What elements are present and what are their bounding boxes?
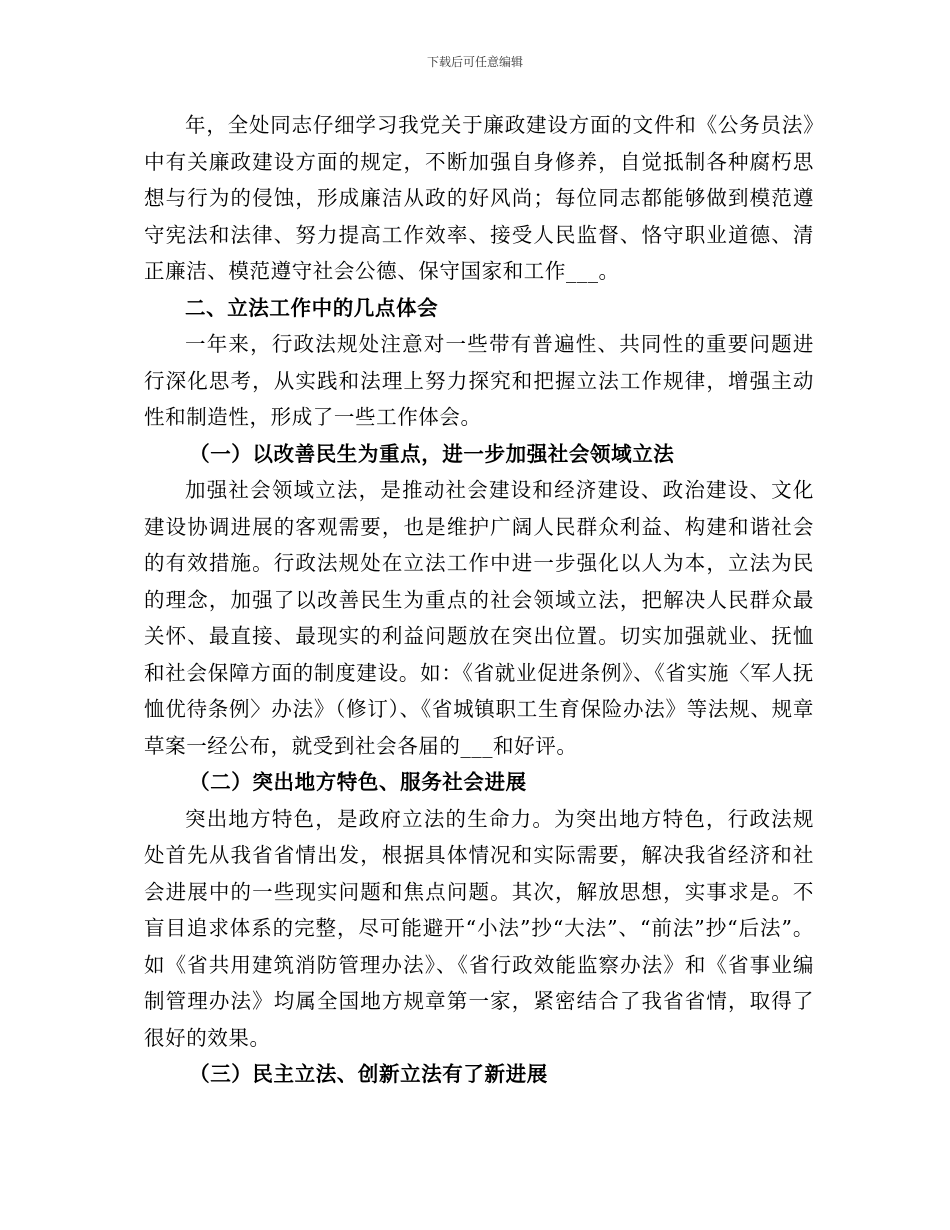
- subheading-local-features: （二）突出地方特色、服务社会进展: [189, 770, 527, 794]
- page-header: 下载后可任意编辑: [426, 55, 523, 69]
- paragraph-local-features: 突出地方特色，是政府立法的生命力。为突出地方特色，行政法规处首先从我省省情出发，根据具体情况和实际需要，解决我省经济和社会进展中的一些现实问题和焦点问题。其次，解放思想，实事求是。不盲目追求体系的完整，尽可能避开“小法”抄“大法”、“前法”抄“后法”。如《省共用建筑消防管理办法》、《省行政效能监察办法》和《省事业编制管理办法》均属全国地方规章第一家，紧密结合了我省省情，取得了很好的效果。: [144, 806, 814, 1050]
- paragraph-reflection: 一年来，行政法规处注意对一些带有普遍性、共同性的重要问题进行深化思考，从实践和法理上努力探究和把握立法工作规律，增强主动性和制造性，形成了一些工作体会。: [144, 332, 814, 429]
- subheading-livelihood: （一）以改善民生为重点，进一步加强社会领域立法: [189, 441, 675, 466]
- paragraph-social-legislation: 加强社会领域立法，是推动社会建设和经济建设、政治建设、文化建设协调进展的客观需要，也是维护广阔人民群众利益、构建和谐社会的有效措施。行政法规处在立法工作中进一步强化以人为本，立法为民的理念，加强了以改善民生为重点的社会领域立法，把解决人民群众最关怀、最直接、最现实的利益问题放在突出位置。切实加强就业、抚恤和社会保障方面的制度建设。如：《省就业促进条例》、《省实施〈军人抚恤优待条例〉办法》（修订）、《省城镇职工生育保险办法》等法规、规章草案一经公布，就受到社会各届的___和好评。: [144, 478, 814, 758]
- subheading-democratic-legislation: （三）民主立法、创新立法有了新进展: [189, 1062, 548, 1086]
- document-body: [144, 107, 814, 1093]
- section-heading-experience: 二、立法工作中的几点体会: [185, 295, 439, 320]
- paragraph-integrity: 年，全处同志仔细学习我党关于廉政建设方面的文件和《公务员法》中有关廉政建设方面的规定，不断加强自身修养，自觉抵制各种腐朽思想与行为的侵蚀，形成廉洁从政的好风尚；每位同志都能够做到模范遵守宪法和法律、努力提高工作效率、接受人民监督、恪守职业道德、清正廉洁、模范遵守社会公德、保守国家和工作___。: [144, 113, 814, 283]
